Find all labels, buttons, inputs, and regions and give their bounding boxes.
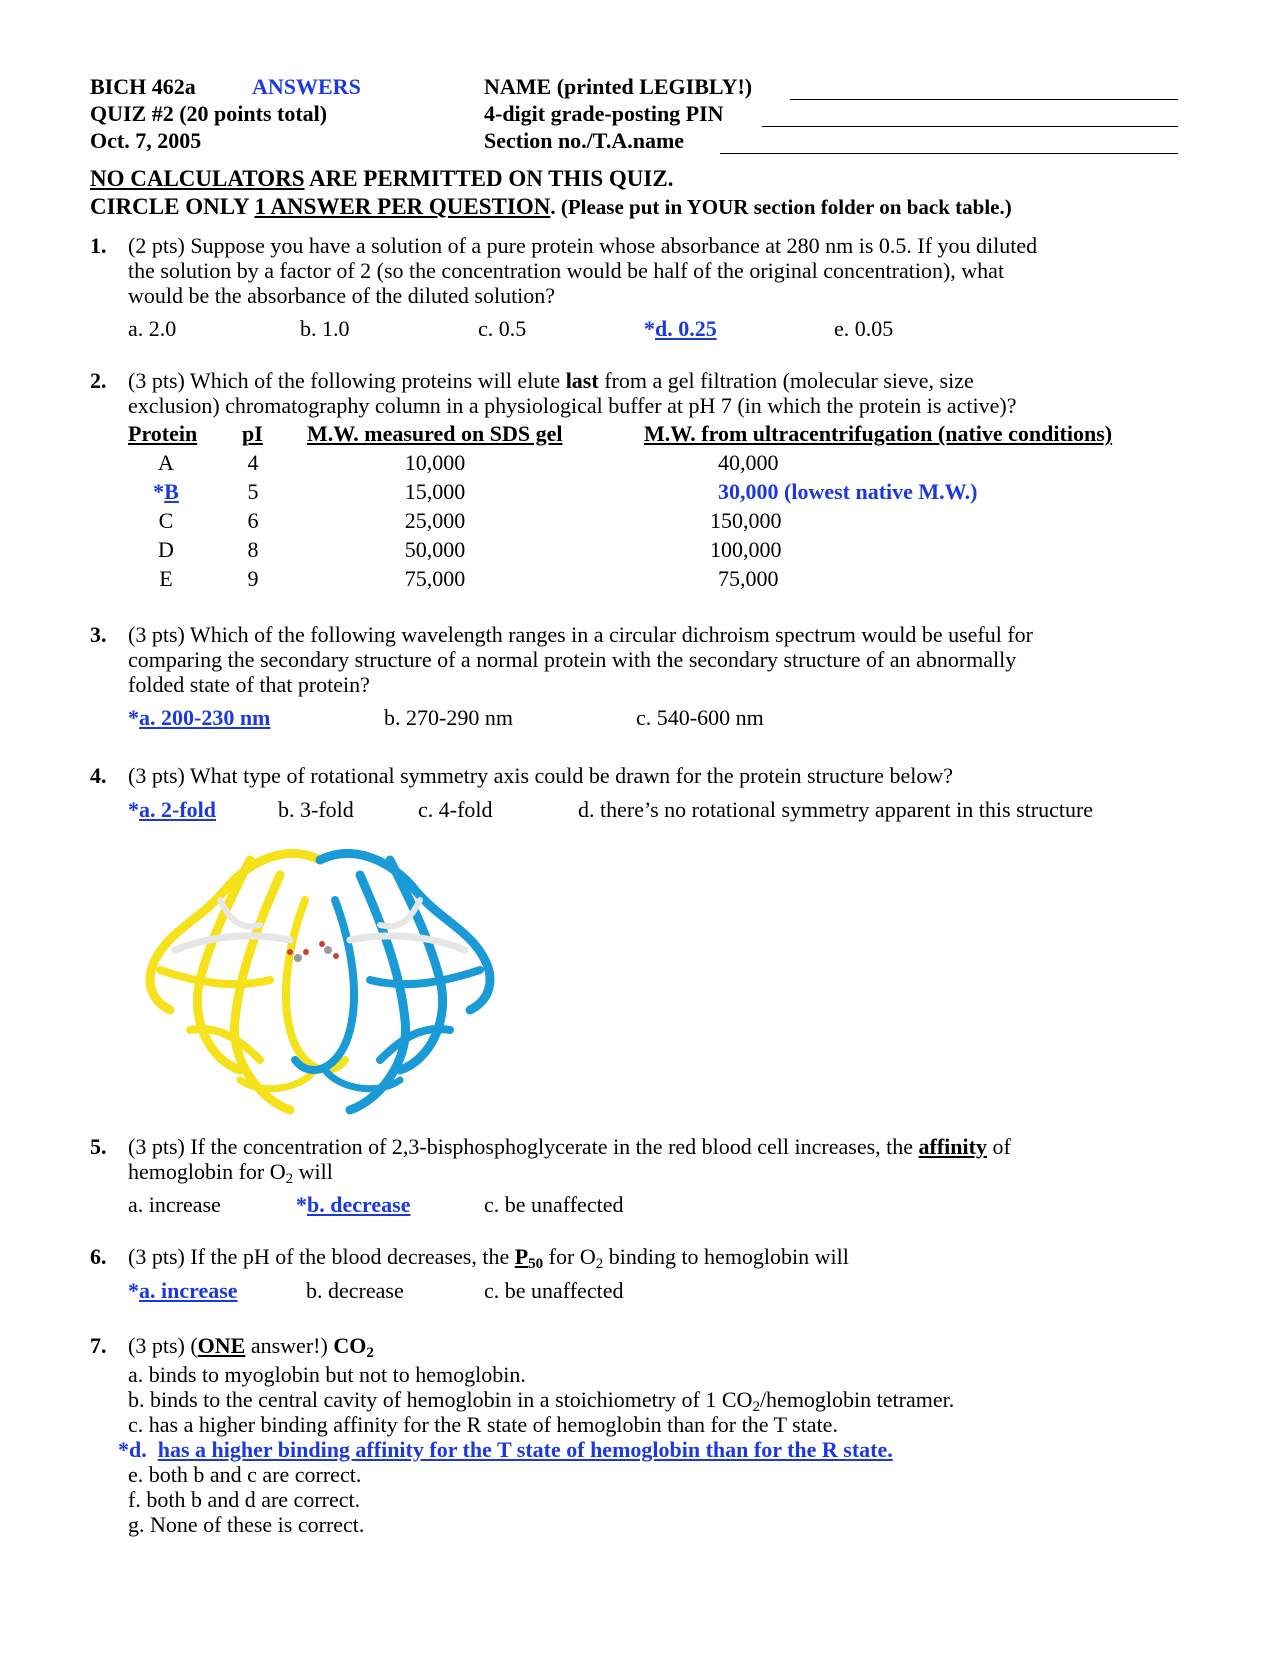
q5-option-b-correct[interactable]: *b. decrease — [296, 1192, 411, 1217]
q3-option-b[interactable]: b. 270-290 nm — [384, 705, 513, 730]
q1-text-line1: (2 pts) Suppose you have a solution of a pure protein whose absorbance at 280 nm is 0.5. If you diluted — [128, 233, 1038, 258]
table-row-pi: 6 — [247, 508, 259, 533]
q2-text-line1: (3 pts) Which of the following proteins will elute last from a gel filtration (molecular sieve, size — [128, 368, 974, 393]
table-row-sds: 25,000 — [404, 508, 466, 533]
protein-dimer-ribbon-image — [130, 830, 510, 1130]
q1-option-d-correct[interactable]: *d. 0.25 — [644, 316, 717, 341]
q2-col-sds: M.W. measured on SDS gel — [307, 421, 563, 446]
table-row-pi: 4 — [247, 450, 259, 475]
q6-option-a-correct[interactable]: *a. increase — [128, 1278, 238, 1303]
q3-text-line3: folded state of that protein? — [128, 672, 370, 697]
q7-text: (3 pts) (ONE answer!) $CO_2$ — [128, 1333, 374, 1361]
table-row-ultra: 75,000 — [718, 566, 779, 591]
q6-number: 6. — [90, 1244, 107, 1269]
table-row-sds: 10,000 — [404, 450, 466, 475]
pin-field[interactable] — [762, 126, 1178, 127]
q1-number: 1. — [90, 233, 107, 258]
q5-number: 5. — [90, 1134, 107, 1159]
table-row-pi: 8 — [247, 537, 259, 562]
q1-text-line2: the solution by a factor of 2 (so the concentration would be half of the original concentration), what — [128, 258, 1005, 283]
circle-instruction: CIRCLE ONLY 1 ANSWER PER QUESTION. (Please put in YOUR section folder on back table.) — [90, 194, 1012, 219]
section-label: Section no./T.A.name — [484, 128, 685, 153]
q7-option-c[interactable]: c. has a higher binding affinity for the R state of hemoglobin than for the T state. — [128, 1412, 838, 1437]
table-row-protein-correct[interactable]: *B — [153, 479, 179, 504]
table-row-sds: 50,000 — [404, 537, 466, 562]
table-row-ultra: 150,000 — [710, 508, 782, 533]
q5-text-line2: hemoglobin for $O_2$ will — [128, 1159, 333, 1187]
q1-option-c[interactable]: c. 0.5 — [478, 316, 527, 341]
blue-chain — [295, 853, 490, 1110]
q7-option-e[interactable]: e. both b and c are correct. — [128, 1462, 362, 1487]
q6-option-b[interactable]: b. decrease — [306, 1278, 404, 1303]
table-row-ultra: 40,000 — [718, 450, 779, 475]
table-row-sds: 15,000 — [404, 479, 466, 504]
answers-label: ANSWERS — [252, 74, 361, 99]
table-row-pi: 5 — [247, 479, 259, 504]
q5-option-c[interactable]: c. be unaffected — [484, 1192, 624, 1217]
q1-option-a[interactable]: a. 2.0 — [128, 316, 177, 341]
q4-text: (3 pts) What type of rotational symmetry axis could be drawn for the protein structure below? — [128, 763, 953, 788]
name-label: NAME (printed LEGIBLY!) — [484, 74, 753, 99]
q7-option-f[interactable]: f. both b and d are correct. — [128, 1487, 361, 1512]
table-row-ultra-correct: 30,000 (lowest native M.W.) — [718, 479, 978, 504]
q7-option-g[interactable]: g. None of these is correct. — [128, 1512, 365, 1537]
q1-option-e[interactable]: e. 0.05 — [834, 316, 894, 341]
q4-number: 4. — [90, 763, 107, 788]
q3-number: 3. — [90, 622, 107, 647]
table-row-sds: 75,000 — [404, 566, 466, 591]
q1-text-line3: would be the absorbance of the diluted solution? — [128, 283, 556, 308]
table-row-pi: 9 — [247, 566, 259, 591]
table-row-protein[interactable]: A — [158, 450, 174, 475]
q2-text-line2: exclusion) chromatography column in a physiological buffer at pH 7 (in which the protein is active)? — [128, 393, 1017, 418]
q2-col-ultra: M.W. from ultracentrifugation (native conditions) — [644, 421, 1113, 446]
q4-option-a-correct[interactable]: *a. 2-fold — [128, 797, 216, 822]
q7-option-a[interactable]: a. binds to myoglobin but not to hemoglobin. — [128, 1362, 526, 1387]
quiz-title: QUIZ #2 (20 points total) — [90, 101, 328, 126]
q3-text-line1: (3 pts) Which of the following wavelength ranges in a circular dichroism spectrum would be useful for — [128, 622, 1034, 647]
q6-text: (3 pts) If the pH of the blood decreases, the $P_{50}$ for $O_2$ binding to hemoglobin will — [128, 1244, 849, 1272]
q3-option-a-correct[interactable]: *a. 200-230 nm — [128, 705, 271, 730]
name-field[interactable] — [790, 99, 1178, 100]
q6-option-c[interactable]: c. be unaffected — [484, 1278, 624, 1303]
q2-number: 2. — [90, 368, 107, 393]
table-row-ultra: 100,000 — [710, 537, 782, 562]
section-field[interactable] — [720, 153, 1178, 154]
table-row-protein[interactable]: C — [158, 508, 174, 533]
table-row-protein[interactable]: D — [158, 537, 174, 562]
q7-option-b[interactable]: b. binds to the central cavity of hemoglobin in a stoichiometry of 1 $CO_2$/hemoglobin tetramer. — [128, 1387, 955, 1415]
q7-option-d-correct[interactable]: *d. has a higher binding affinity for the T state of hemoglobin than for the R state. — [118, 1437, 893, 1462]
q4-option-b[interactable]: b. 3-fold — [278, 797, 354, 822]
course-code: BICH 462a — [90, 74, 196, 99]
q2-col-pi: pI — [242, 421, 263, 446]
calculator-instruction: NO CALCULATORS ARE PERMITTED ON THIS QUIZ. — [90, 166, 674, 191]
q3-option-c[interactable]: c. 540-600 nm — [636, 705, 764, 730]
q5-option-a[interactable]: a. increase — [128, 1192, 221, 1217]
q1-option-b[interactable]: b. 1.0 — [300, 316, 350, 341]
pin-label: 4-digit grade-posting PIN — [484, 101, 724, 126]
q7-number: 7. — [90, 1333, 107, 1358]
q5-text-line1: (3 pts) If the concentration of 2,3-bisphosphoglycerate in the red blood cell increases, the affinity of — [128, 1134, 1011, 1159]
q2-col-protein: Protein — [128, 421, 198, 446]
q4-option-c[interactable]: c. 4-fold — [418, 797, 493, 822]
quiz-date: Oct. 7, 2005 — [90, 128, 202, 153]
q4-option-d[interactable]: d. there’s no rotational symmetry apparent in this structure — [578, 797, 1094, 822]
q3-text-line2: comparing the secondary structure of a normal protein with the secondary structure of an abnormally — [128, 647, 1017, 672]
table-row-protein[interactable]: E — [159, 566, 173, 591]
